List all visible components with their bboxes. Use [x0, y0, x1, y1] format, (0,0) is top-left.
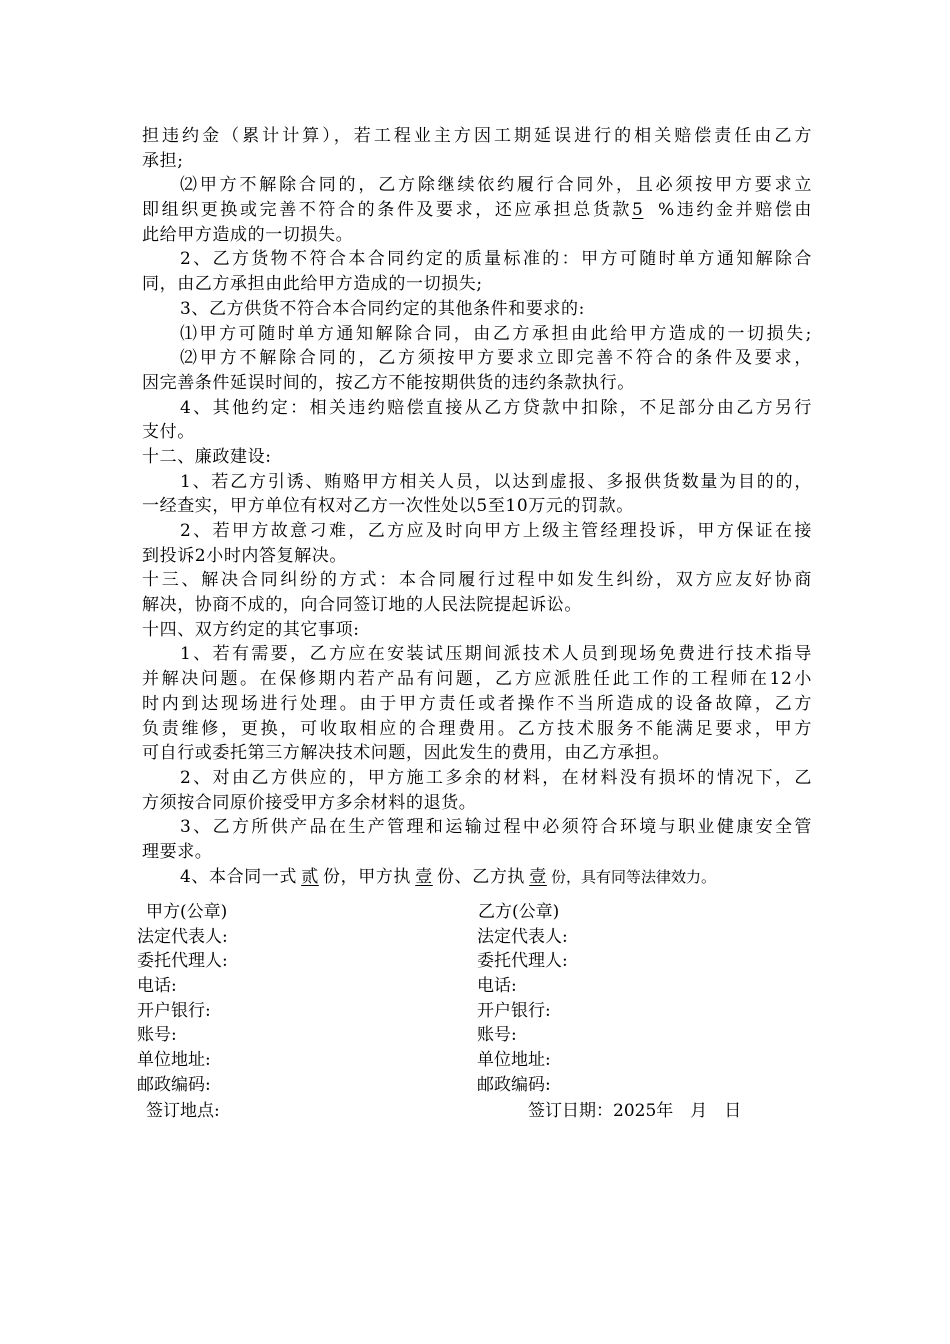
text-line: 时内到达现场进行处理。由于甲方责任或者操作不当所造成的设备故障，乙方: [142, 693, 812, 714]
text-line: 负责维修，更换，可收取相应的合理费用。乙方技术服务不能满足要求，甲方: [142, 718, 812, 739]
text-line: 3、乙方供货不符合本合同约定的其他条件和要求的:: [180, 298, 585, 319]
text-line: 可自行或委托第三方解决技术问题，因此发生的费用，由乙方承担。: [142, 743, 670, 764]
party-b-postcode: 邮政编码:: [477, 1075, 551, 1095]
party-b-bank: 开户银行:: [477, 1001, 551, 1021]
party-b-legal-rep: 法定代表人:: [477, 927, 568, 947]
party-a-phone: 电话:: [137, 976, 177, 996]
text-fragment: 份、乙方执: [437, 866, 526, 887]
text-line: ⑴甲方可随时单方通知解除合同，由乙方承担由此给甲方造成的一切损失;: [180, 323, 812, 344]
text-line: ⑵甲方不解除合同的，乙方除继续依约履行合同外，且必须按甲方要求立: [180, 175, 812, 196]
text-line: 理要求。: [142, 841, 213, 862]
section-heading: 十三、解决合同纠纷的方式：本合同履行过程中如发生纠纷，双方应友好协商: [142, 570, 812, 591]
text-line: 2、乙方货物不符合本合同约定的质量标准的：甲方可随时单方通知解除合: [180, 249, 812, 270]
text-line: 承担;: [142, 150, 184, 171]
text-line: 支付。: [142, 422, 195, 443]
party-b-seal-label: 乙方(公章): [478, 902, 560, 922]
text-line: 3、乙方所供产品在生产管理和运输过程中必须符合环境与职业健康安全管: [180, 817, 812, 838]
text-line: 此给甲方造成的一切损失。: [142, 224, 354, 245]
text-line: 方须按合同原价接受甲方多余材料的退货。: [142, 792, 477, 813]
text-fragment: 份，甲方执: [323, 866, 412, 887]
signing-date: 签订日期：2025年 月 日: [528, 1101, 742, 1121]
text-line: [142, 865, 812, 890]
text-line: 到投诉2小时内答复解决。: [142, 545, 348, 566]
party-b-address: 单位地址:: [477, 1050, 551, 1070]
penalty-percent: 5: [632, 200, 644, 221]
text-line: [142, 198, 812, 223]
party-a-address: 单位地址:: [137, 1050, 211, 1070]
contract-body: [142, 124, 812, 889]
party-a-bank: 开户银行:: [137, 1001, 211, 1021]
party-a-account: 账号:: [137, 1025, 177, 1045]
copies-party-b: 壹: [529, 866, 547, 887]
party-b-phone: 电话:: [477, 976, 517, 996]
party-a-agent: 委托代理人:: [137, 951, 228, 971]
text-line: 一经查实，甲方单位有权对乙方一次性处以5至10万元的罚款。: [142, 496, 634, 517]
copies-total: 贰: [301, 866, 319, 887]
signing-place: 签订地点:: [146, 1101, 220, 1121]
party-b-account: 账号:: [477, 1025, 517, 1045]
party-b-agent: 委托代理人:: [477, 951, 568, 971]
text-line: 2、对由乙方供应的，甲方施工多余的材料，在材料没有损坏的情况下，乙: [180, 767, 812, 788]
text-line: 同，由乙方承担由此给甲方造成的一切损失;: [142, 274, 483, 295]
text-fragment: 即组织更换或完善不符合的条件及要求，还应承担总货款: [142, 200, 633, 221]
text-line: 2、若甲方故意刁难，乙方应及时向甲方上级主管经理投诉，甲方保证在接: [180, 521, 812, 541]
text-line: 4、其他约定：相关违约赔偿直接从乙方贷款中扣除，不足部分由乙方另行: [180, 397, 812, 418]
copies-party-a: 壹: [415, 866, 433, 887]
party-a-seal-label: 甲方(公章): [146, 902, 228, 922]
text-line: 并解决问题。在保修期内若产品有问题，乙方应派胜任此工作的工程师在12小: [142, 669, 812, 690]
text-line: 解决，协商不成的，向合同签订地的人民法院提起诉讼。: [142, 595, 582, 616]
text-fragment: 4、本合同一式: [180, 866, 298, 887]
text-line: 因完善条件延误时间的，按乙方不能按期供货的违约条款执行。: [142, 372, 635, 393]
section-heading: 十二、廉政建设:: [142, 446, 272, 467]
text-line: 1、若乙方引诱、贿赂甲方相关人员，以达到虚报、多报供货数量为目的的，: [180, 471, 812, 492]
text-line: ⑵甲方不解除合同的，乙方须按甲方要求立即完善不符合的条件及要求，: [180, 348, 812, 369]
party-a-legal-rep: 法定代表人:: [137, 927, 228, 947]
text-fragment: 份，具有同等法律效力。: [551, 867, 717, 886]
text-line: 1、若有需要，乙方应在安装试压期间派技术人员到现场免费进行技术指导: [180, 644, 812, 665]
section-heading: 十四、双方约定的其它事项:: [142, 619, 360, 640]
text-fragment: %违约金并赔偿由: [658, 200, 813, 221]
party-a-postcode: 邮政编码:: [137, 1075, 211, 1095]
text-line: 担违约金（累计计算），若工程业主方因工期延误进行的相关赔偿责任由乙方: [142, 126, 812, 146]
